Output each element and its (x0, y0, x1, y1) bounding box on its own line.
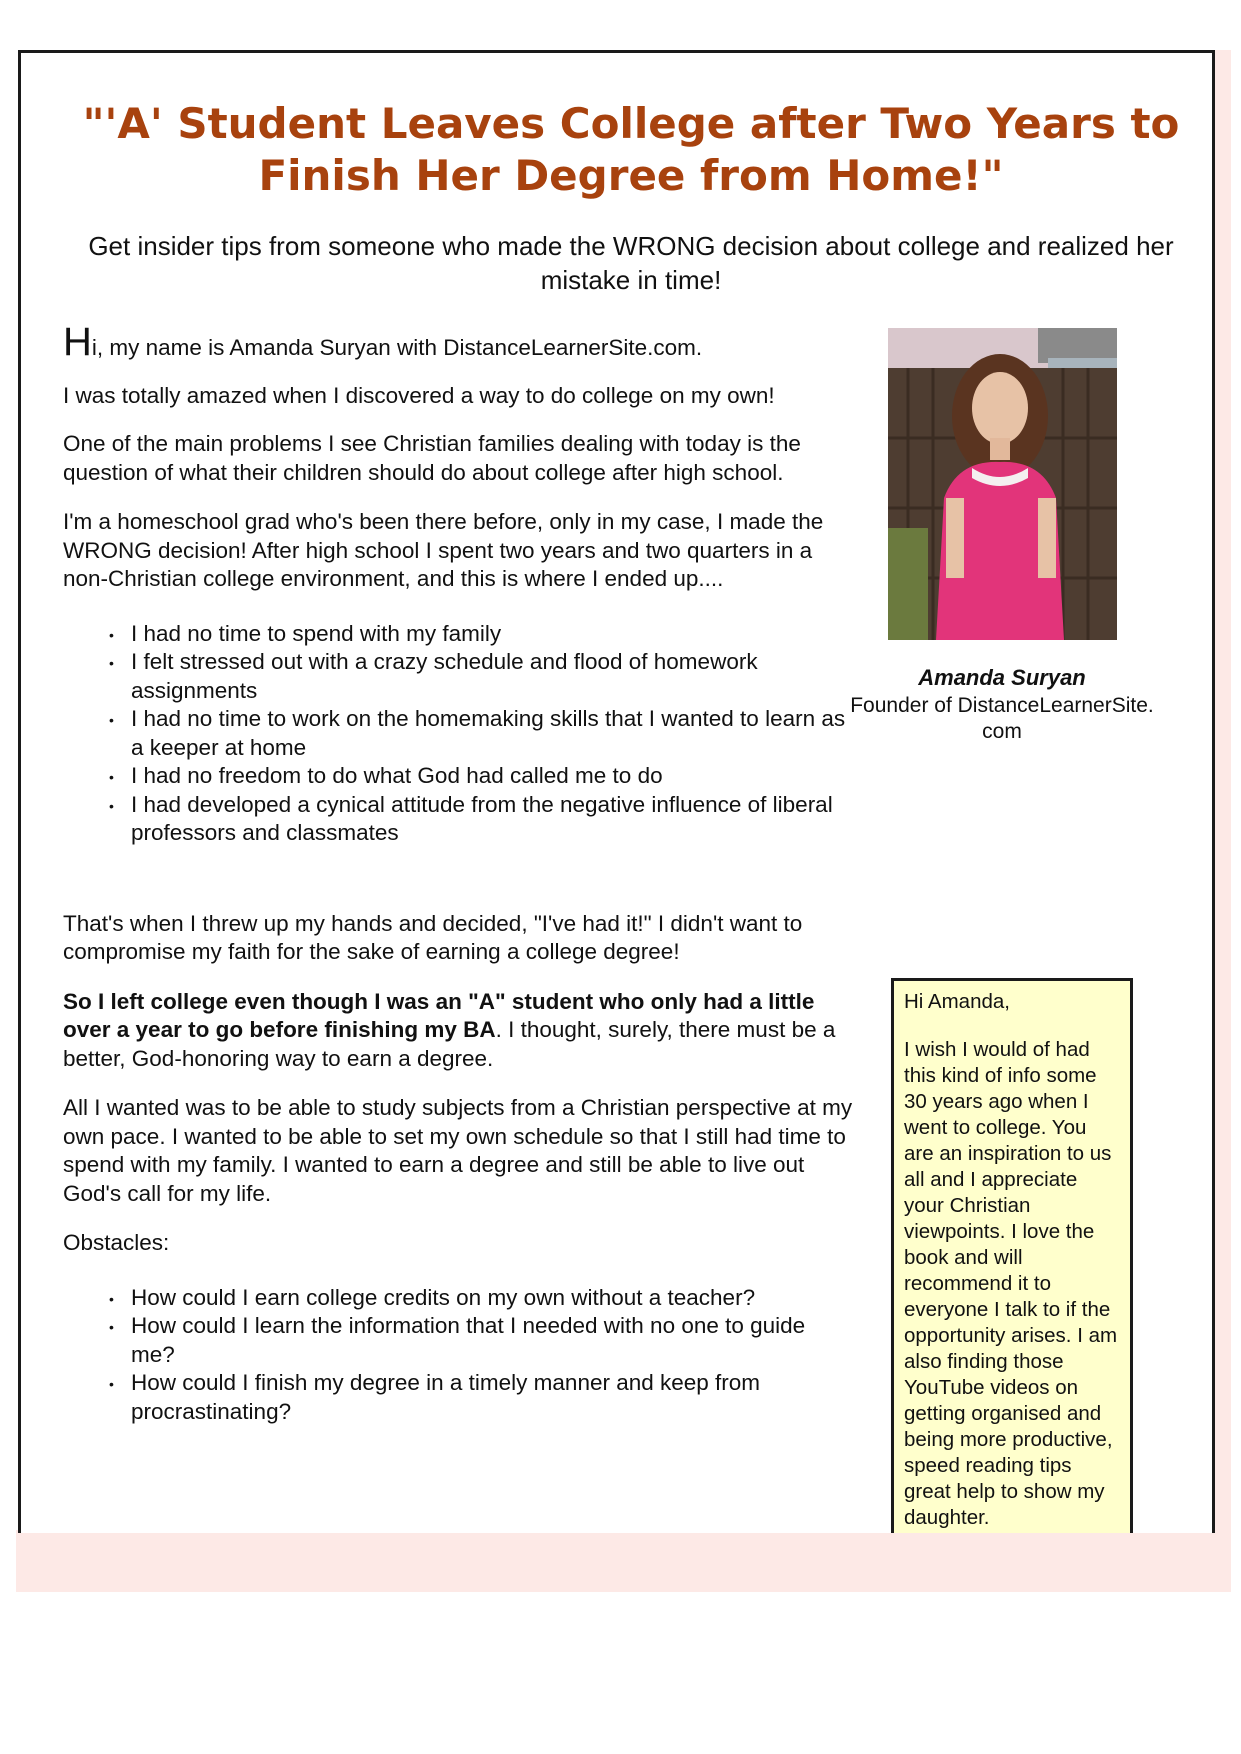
drop-cap: H (63, 320, 92, 364)
list-item: • How could I finish my degree in a timely manner and keep from procrastinating? (131, 1369, 853, 1426)
list-item: • I had no freedom to do what God had called me to do (131, 762, 853, 791)
body-paragraph: I was totally amazed when I discovered a way to do college on my own! (63, 382, 775, 408)
body-paragraph (63, 988, 853, 1074)
body-text: . I thought, surely, there must be a better, God-honoring way to earn a degree. (63, 1017, 836, 1071)
page-bottom-band (16, 1530, 1231, 1592)
list-item: • I had no time to work on the homemaking skills that I wanted to learn as a keeper at home (131, 705, 853, 762)
subheadline: Get insider tips from someone who made the WRONG decision about college and realized her mistake in time! (88, 231, 1174, 295)
body-paragraph: All I wanted was to be able to study subjects from a Christian perspective at my own pace. I wanted to be able to set my own schedule so that I still had time to spend with my family. I wanted to earn a degree and still be able to live out God's call for my life. (63, 1095, 853, 1206)
testimonial-greeting: Hi Amanda, (904, 990, 1010, 1013)
body-paragraph: I'm a homeschool grad who's been there before, only in my case, I made the WRONG decision! After high school I spent two years and two quarters in a non-Christian college environment, and this is where I ended up.... (63, 509, 824, 591)
obstacles-list (63, 1284, 853, 1427)
problems-list (63, 620, 853, 848)
sales-letter-frame (18, 50, 1215, 1533)
body-paragraph: One of the main problems I see Christian families dealing with today is the question of what their children should do about college after high school. (63, 431, 801, 485)
intro-paragraph (63, 320, 853, 364)
list-item: • I felt stressed out with a crazy schedule and flood of homework assignments (131, 648, 853, 705)
author-photo (888, 328, 1117, 640)
page-side-band (1213, 50, 1231, 1530)
list-item: • How could I earn college credits on my own without a teacher? (131, 1284, 853, 1313)
intro-text: i, my name is Amanda Suryan with DistanceLearnerSite.com. (91, 335, 703, 360)
author-name: Amanda Suryan (918, 665, 1086, 690)
obstacles-label: Obstacles: (63, 1230, 170, 1255)
photo-caption (841, 663, 1163, 745)
headline: "'A' Student Leaves College after Two Years to Finish Her Degree from Home!" (82, 99, 1180, 200)
list-item: • I had no time to spend with my family (131, 620, 853, 649)
testimonial-body: I wish I would of had this kind of info some 30 years ago when I went to college. You are an inspiration to us all and I appreciate your Christian viewpoints. I love the book and will recommend it to everyone I talk to if the opportunity arises. I am also finding those YouTube videos on getting organised and being more productive, speed reading tips great help to show my daughter. (904, 1038, 1118, 1529)
list-item: • How could I learn the information that I needed with no one to guide me? (131, 1312, 853, 1369)
portrait-illustration (888, 328, 1117, 640)
emphasis-text: So I left college even though I was an "A" student who only had a little over a year to go before finishing my BA (63, 988, 815, 1042)
body-paragraph: That's when I threw up my hands and decided, "I've had it!" I didn't want to compromise my faith for the sake of earning a college degree! (63, 910, 803, 964)
list-item: • I had developed a cynical attitude from the negative influence of liberal professors and classmates (131, 791, 853, 848)
author-title: Founder of DistanceLearnerSite. com (850, 694, 1154, 743)
letter-body (63, 320, 853, 1426)
testimonial-box (891, 978, 1133, 1533)
